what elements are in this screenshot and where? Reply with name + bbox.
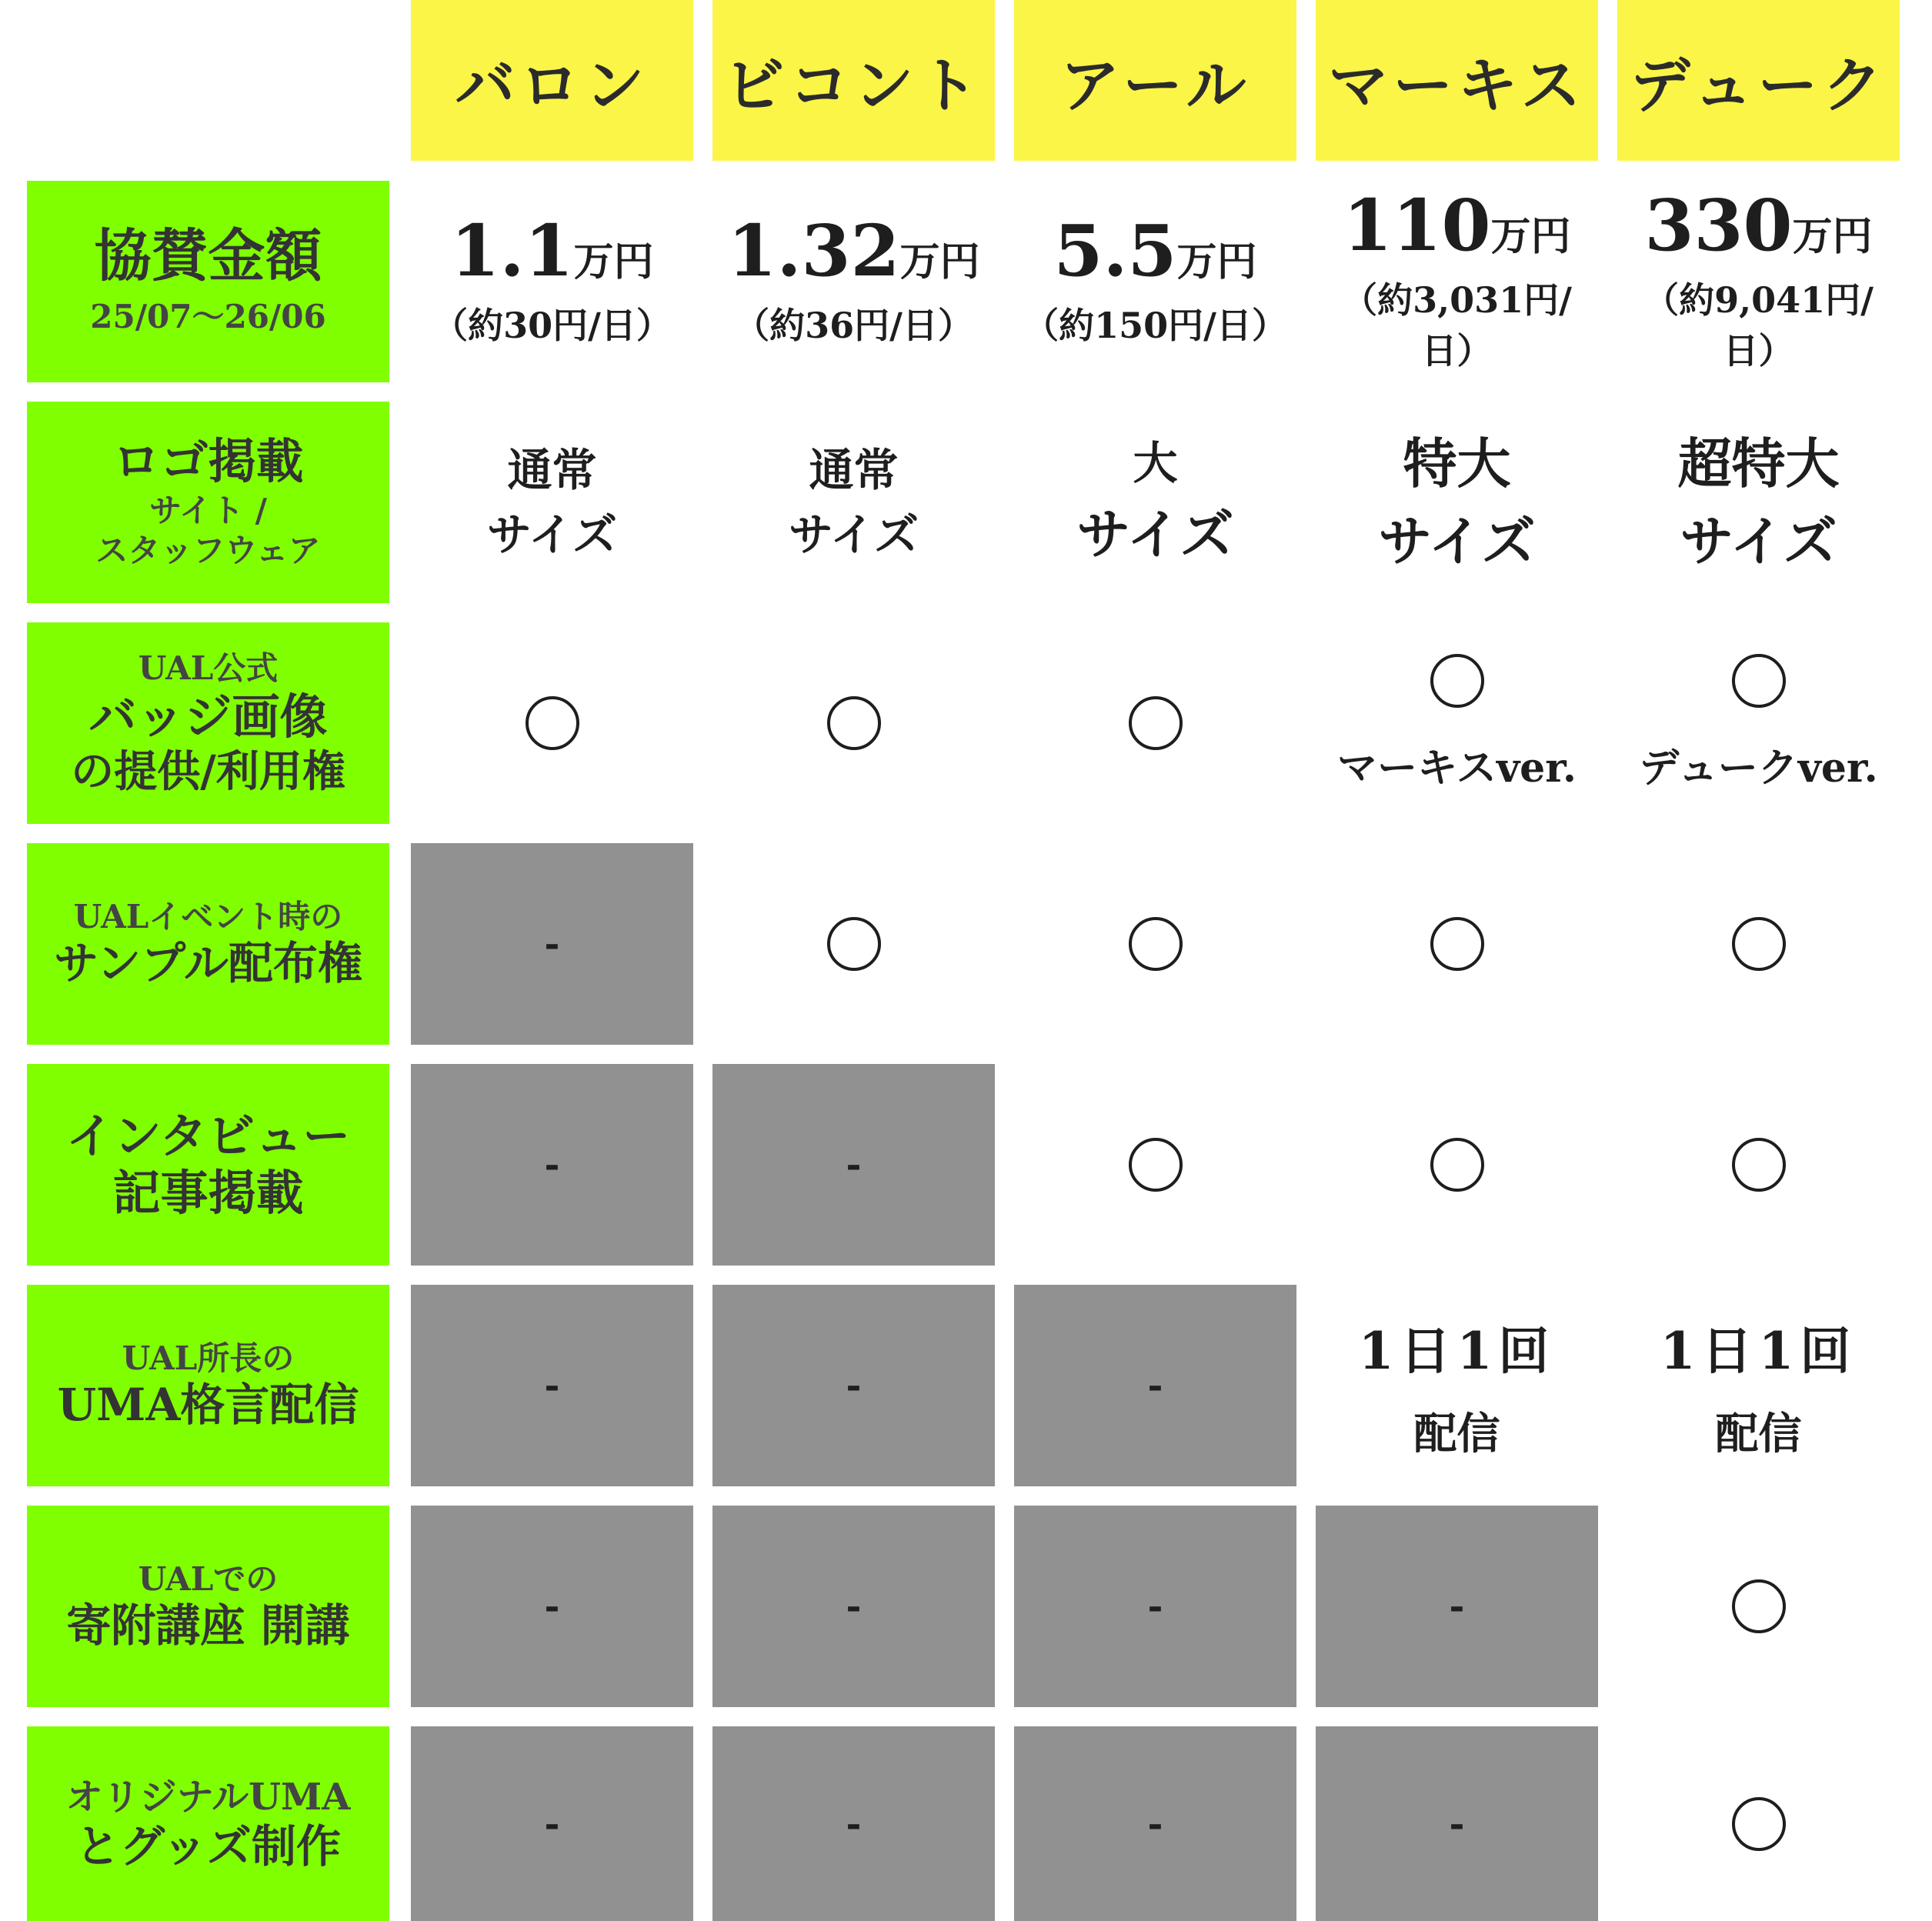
logo-cell-marquis — [1316, 402, 1598, 603]
circle-mark-icon — [1732, 917, 1786, 971]
course-cell-vicomte — [712, 1506, 995, 1707]
unavailable-dash: - — [846, 1585, 862, 1628]
badge-version-note: マーキスver. — [1337, 744, 1577, 792]
logo-size-suffix: サイズ — [1378, 509, 1536, 573]
row-label-sponsorship — [27, 181, 389, 382]
logo-size: 通常 — [507, 443, 597, 496]
plan-name: ビコント — [724, 50, 983, 121]
row-label-course — [27, 1506, 389, 1707]
price-daily: （約9,041円/日） — [1643, 278, 1874, 372]
price-cell-earl — [1014, 181, 1296, 382]
course-cell-marquis — [1316, 1506, 1598, 1707]
logo-sub-site: サイト / — [148, 491, 268, 529]
badge-cell-marquis — [1316, 622, 1598, 824]
logo-size-suffix: サイズ — [1076, 502, 1234, 567]
circle-mark-icon — [1430, 917, 1484, 971]
circle-mark-icon — [1129, 696, 1183, 750]
unavailable-dash: - — [544, 1585, 560, 1628]
unavailable-dash: - — [544, 1143, 560, 1186]
sample-cell-baron — [411, 843, 693, 1045]
logo-size: 大 — [1133, 437, 1178, 490]
logo-sub-wear: スタッフウェア — [95, 532, 321, 570]
circle-mark-icon — [526, 696, 579, 750]
goods-cell-vicomte — [712, 1726, 995, 1921]
price-daily: （約36円/日） — [734, 304, 973, 346]
unavailable-dash: - — [544, 1802, 560, 1846]
price-daily: （約3,031円/日） — [1342, 278, 1572, 372]
delivery-label: 配信 — [1715, 1408, 1802, 1459]
price-cell-marquis — [1316, 181, 1598, 382]
goods-cell-earl — [1014, 1726, 1296, 1921]
interview-cell-baron — [411, 1064, 693, 1266]
price-daily: （約30円/日） — [432, 304, 672, 346]
delivery-frequency: 1日1回 — [1660, 1320, 1857, 1381]
row-label-logo — [27, 402, 389, 603]
sample-cell-duke — [1617, 843, 1900, 1045]
circle-mark-icon — [1732, 1138, 1786, 1192]
interview-cell-vicomte — [712, 1064, 995, 1266]
unavailable-dash: - — [1449, 1585, 1465, 1628]
logo-cell-earl — [1014, 402, 1296, 603]
price-amount: 330 — [1644, 183, 1793, 267]
delivery-frequency: 1日1回 — [1358, 1320, 1556, 1381]
row-label-interview — [27, 1064, 389, 1266]
price-amount: 1.1 — [450, 208, 574, 292]
unavailable-dash: - — [846, 1364, 862, 1407]
plan-name: デューク — [1630, 50, 1887, 121]
maxim-cell-baron — [411, 1285, 693, 1486]
row-label-sample — [27, 843, 389, 1045]
price-cell-duke — [1617, 181, 1900, 382]
logo-size-suffix: サイズ — [1680, 509, 1837, 573]
unavailable-dash: - — [1147, 1364, 1163, 1407]
badge-cell-vicomte — [712, 622, 995, 824]
price-unit: 万円 — [573, 238, 654, 285]
interview-cell-duke — [1617, 1064, 1900, 1266]
unavailable-dash: - — [1147, 1802, 1163, 1846]
unavailable-dash: - — [1147, 1585, 1163, 1628]
sample-cell-earl — [1014, 843, 1296, 1045]
interview-label-top: インタビュー — [65, 1107, 351, 1164]
plan-name: アール — [1059, 50, 1251, 121]
price-cell-baron — [411, 181, 693, 382]
course-cell-baron — [411, 1506, 693, 1707]
maxim-cell-vicomte — [712, 1285, 995, 1486]
interview-cell-earl — [1014, 1064, 1296, 1266]
logo-cell-baron — [411, 402, 693, 603]
goods-cell-marquis — [1316, 1726, 1598, 1921]
price-daily: （約150円/日） — [1023, 304, 1287, 346]
plan-header-vicomte — [712, 0, 995, 161]
badge-cell-baron — [411, 622, 693, 824]
unavailable-dash: - — [1449, 1802, 1465, 1846]
sponsorship-label: 協賛金額 — [94, 223, 322, 290]
badge-label-top: UAL公式 — [138, 649, 279, 687]
logo-cell-duke — [1617, 402, 1900, 603]
row-label-maxim — [27, 1285, 389, 1486]
maxim-cell-duke — [1617, 1285, 1900, 1486]
circle-mark-icon — [827, 917, 881, 971]
interview-cell-marquis — [1316, 1064, 1598, 1266]
plan-header-earl — [1014, 0, 1296, 161]
row-label-goods — [27, 1726, 389, 1921]
logo-size-suffix: サイズ — [486, 509, 618, 561]
price-unit: 万円 — [899, 238, 980, 285]
sponsorship-period: 25/07〜26/06 — [90, 297, 326, 335]
logo-size: 通常 — [809, 443, 899, 496]
plan-name: マーキス — [1328, 50, 1586, 121]
unavailable-dash: - — [544, 1364, 560, 1407]
sample-cell-vicomte — [712, 843, 995, 1045]
badge-cell-earl — [1014, 622, 1296, 824]
plan-name: バロン — [455, 50, 649, 121]
course-cell-earl — [1014, 1506, 1296, 1707]
unavailable-dash: - — [846, 1143, 862, 1186]
circle-mark-icon — [1129, 917, 1183, 971]
sample-label-top: UALイベント時の — [73, 897, 343, 935]
goods-label-top: オリジナルUMA — [65, 1775, 351, 1819]
price-unit: 万円 — [1490, 212, 1571, 260]
maxim-label-bottom: UMA格言配信 — [57, 1379, 359, 1432]
unavailable-dash: - — [544, 922, 560, 966]
plan-header-baron — [411, 0, 693, 161]
sample-label-bottom: サンプル配布権 — [54, 937, 362, 990]
badge-label-mid: バッジ画像 — [88, 689, 328, 745]
circle-mark-icon — [827, 696, 881, 750]
circle-mark-icon — [1129, 1138, 1183, 1192]
circle-mark-icon — [1732, 1579, 1786, 1633]
maxim-cell-earl — [1014, 1285, 1296, 1486]
badge-cell-duke — [1617, 622, 1900, 824]
price-unit: 万円 — [1176, 238, 1257, 285]
price-unit: 万円 — [1792, 212, 1873, 260]
goods-cell-duke — [1617, 1726, 1900, 1921]
logo-size: 超特大 — [1677, 431, 1840, 495]
logo-size-suffix: サイズ — [788, 509, 919, 561]
course-cell-duke — [1617, 1506, 1900, 1707]
badge-version-note: デュークver. — [1639, 744, 1878, 792]
circle-mark-icon — [1732, 1797, 1786, 1851]
logo-cell-vicomte — [712, 402, 995, 603]
logo-label: ロゴ掲載 — [112, 433, 304, 490]
maxim-label-top: UAL所長の — [122, 1339, 295, 1377]
price-cell-vicomte — [712, 181, 995, 382]
delivery-label: 配信 — [1413, 1408, 1500, 1459]
goods-cell-baron — [411, 1726, 693, 1921]
course-label-bottom: 寄附講座 開講 — [66, 1599, 350, 1653]
price-amount: 1.32 — [727, 208, 900, 292]
circle-mark-icon — [1732, 654, 1786, 708]
price-amount: 110 — [1343, 183, 1491, 267]
plan-header-marquis — [1316, 0, 1598, 161]
course-label-top: UALでの — [138, 1559, 279, 1598]
circle-mark-icon — [1430, 654, 1484, 708]
interview-label-bottom: 記事掲載 — [112, 1165, 304, 1221]
sample-cell-marquis — [1316, 843, 1598, 1045]
maxim-cell-marquis — [1316, 1285, 1598, 1486]
circle-mark-icon — [1430, 1138, 1484, 1192]
goods-label-bottom: とグッズ制作 — [75, 1819, 342, 1873]
badge-label-bottom: の提供/利用権 — [71, 745, 345, 797]
logo-size: 特大 — [1403, 431, 1511, 495]
plan-header-duke — [1617, 0, 1900, 161]
row-label-badge — [27, 622, 389, 824]
unavailable-dash: - — [846, 1802, 862, 1846]
price-amount: 5.5 — [1053, 208, 1177, 292]
